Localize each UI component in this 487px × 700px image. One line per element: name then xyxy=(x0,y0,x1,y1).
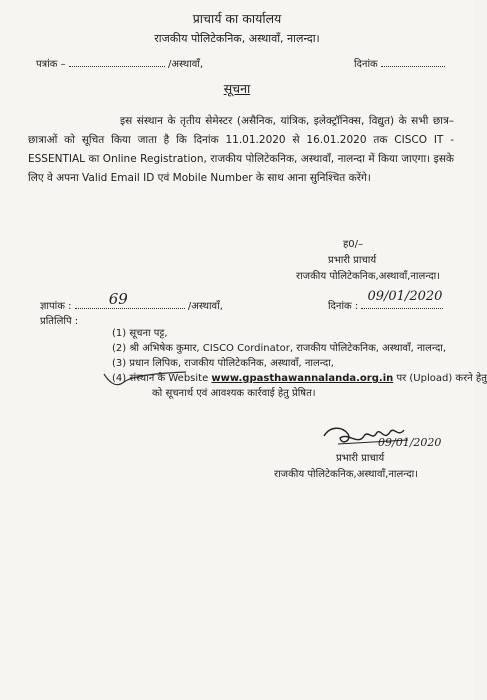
copy-list xyxy=(112,326,487,401)
dispatch-date-label: दिनांक : xyxy=(328,301,359,312)
copy-item-closing: को सूचनार्थ एवं आवश्यक कार्रवाई हेतु प्रेषित। xyxy=(152,388,316,399)
copy-item-4 xyxy=(112,371,487,386)
signature-date: 09/01/2020 xyxy=(378,436,442,449)
sd-mark: ह0/– xyxy=(343,239,364,250)
patrank-blank xyxy=(69,57,165,67)
gyapank-line xyxy=(40,290,223,312)
patrank-label: पत्रांक – xyxy=(36,59,66,70)
copy-item-4-suffix: पर (Upload) करने हेतु xyxy=(396,373,487,384)
dispatch-date-line xyxy=(328,289,443,312)
ref-date-blank xyxy=(381,57,445,67)
copy-item-4-prefix: (4) संस्थान के Website xyxy=(112,373,209,384)
patrank-suffix: /अस्थावाँ, xyxy=(168,59,204,70)
copy-item-2: (2) श्री अभिषेक कुमार, CISCO Cordinator, राजकीय पोलिटेकनिक, अस्थावाँ, नालन्दा, xyxy=(112,343,447,354)
sign2-org: राजकीय पोलिटेकनिक,अस्थावाँ,नालन्दा। xyxy=(274,469,419,480)
website-link[interactable]: www.gpasthawannalanda.org.in xyxy=(211,373,394,384)
dispatch-date-blank xyxy=(361,289,443,309)
dispatch-date-value: 09/01/2020 xyxy=(367,289,443,304)
gyapank-suffix: /अस्थावाँ, xyxy=(187,301,223,312)
pratilipi-label: प्रतिलिपि : xyxy=(40,316,79,327)
strike-mark xyxy=(100,368,190,390)
gyapank-blank xyxy=(75,290,185,309)
copy-item-1: (1) सूचना पट्ट, xyxy=(112,328,168,339)
institution-heading: राजकीय पोलिटेकनिक, अस्थावाँ, नालन्दा। xyxy=(154,32,320,45)
sign2-title: प्रभारी प्राचार्य xyxy=(336,453,385,464)
notice-title: सूचना xyxy=(223,81,251,96)
ref-date-line xyxy=(354,56,445,70)
copy-item-3: (3) प्रधान लिपिक, राजकीय पोलिटेकनिक, अस्थावाँ, नालन्दा, xyxy=(112,358,334,369)
office-heading: प्राचार्य का कार्यालय xyxy=(192,11,282,26)
gyapank-label: ज्ञापांक : xyxy=(40,301,72,312)
patrank-line xyxy=(36,56,203,70)
ref-date-label: दिनांक xyxy=(354,59,378,70)
notice-body-text: इस संस्थान के तृतीय सेमेस्टर (असैनिक, यांत्रिक, इलेक्ट्रॉनिक्स, विद्युत) के सभी छात्र–छात्राओं को सूचित किया जाता है कि दिनांक 11.01.2020 से 16.01.2020 तक CISCO IT - ESSENTIAL का Online Registration, राजकीय पोलिटेकनिक, अस्थावाँ, नालन्दा में किया जाएगा। इसके लिए वे अपना Valid Email ID एवं Mobile Number के साथ आना सुनिश्चित करेंगे। xyxy=(28,115,454,184)
notice-body xyxy=(28,112,454,188)
sign1-title: प्रभारी प्राचार्य xyxy=(328,255,377,266)
sign1-org: राजकीय पोलिटेकनिक,अस्थावाँ,नालन्दा। xyxy=(296,271,441,282)
gyapank-number: 69 xyxy=(108,290,128,308)
